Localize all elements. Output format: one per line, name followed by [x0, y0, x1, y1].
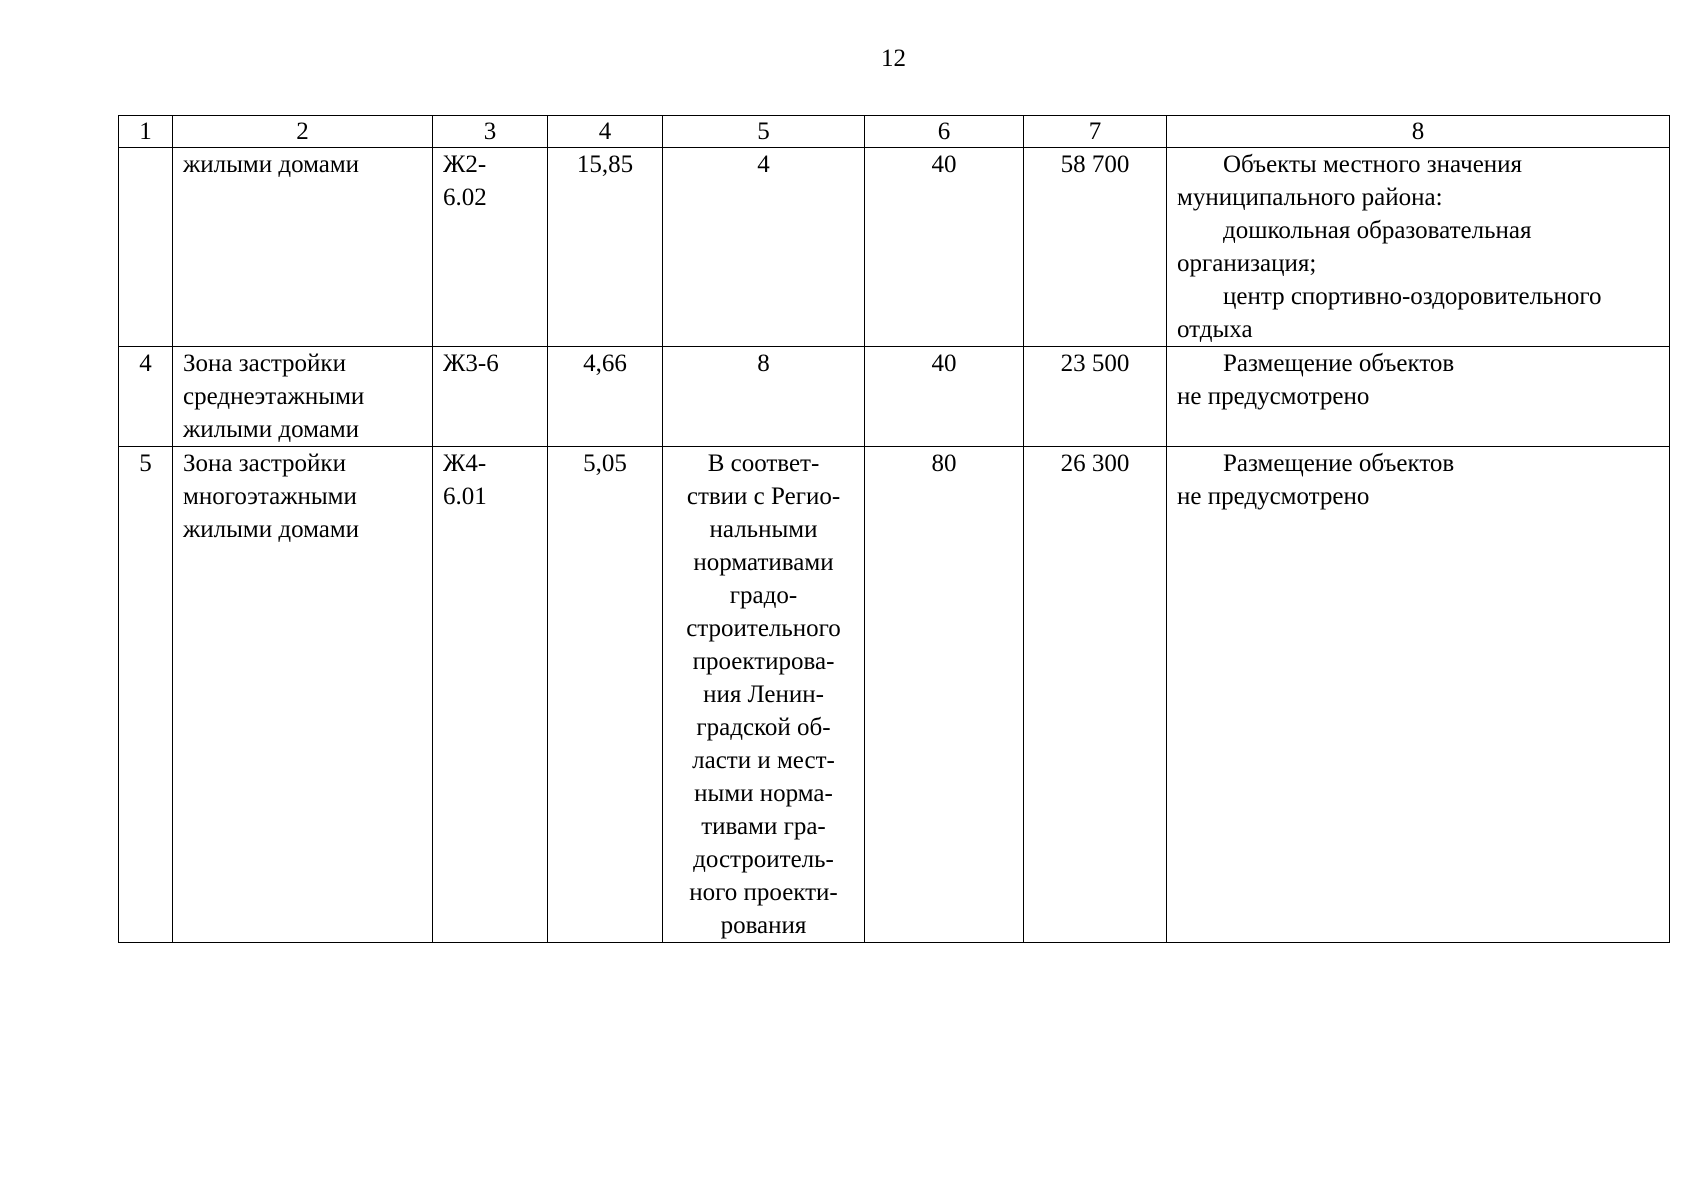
value-cell: 80 — [865, 447, 1024, 943]
value-cell: 15,85 — [548, 148, 663, 347]
column-number-cell: 6 — [865, 116, 1024, 148]
objects-cell — [1167, 347, 1670, 447]
value-cell: 40 — [865, 148, 1024, 347]
objects-paragraph: Объекты местного значения муниципального района: — [1177, 151, 1523, 211]
value-cell: 4,66 — [548, 347, 663, 447]
zone-name-cell: Зона застройки среднеэтажными жилыми домами — [173, 347, 433, 447]
table-row — [119, 347, 1670, 447]
zone-name-cell: Зона застройки многоэтажными жилыми домами — [173, 447, 433, 943]
table-row — [119, 447, 1670, 943]
column-number-cell: 7 — [1024, 116, 1167, 148]
value-cell: 4 — [663, 148, 865, 347]
row-number-cell: 5 — [119, 447, 173, 943]
zone-name-cell: жилыми домами — [173, 148, 433, 347]
page-number: 12 — [881, 45, 906, 72]
row-number-cell — [119, 148, 173, 347]
value-cell: 8 — [663, 347, 865, 447]
objects-paragraph: дошкольная образовательная организация; — [1177, 217, 1532, 277]
zone-code-cell: Ж2- 6.02 — [433, 148, 548, 347]
row-number-cell: 4 — [119, 347, 173, 447]
objects-paragraph: Размещение объектов не предусмотрено — [1177, 450, 1455, 510]
value-cell: 40 — [865, 347, 1024, 447]
table-header-row — [119, 116, 1670, 148]
value-cell: 23 500 — [1024, 347, 1167, 447]
value-cell: В соответ- ствии с Регио- нальными нормативами градо- строительного проектирова- ния Ленин- градской об- ласти и мест- ными норма- тивами гра- достроитель- ного проекти- рования — [663, 447, 865, 943]
value-cell: 26 300 — [1024, 447, 1167, 943]
data-table — [118, 115, 1670, 943]
column-number-cell: 1 — [119, 116, 173, 148]
column-number-cell: 3 — [433, 116, 548, 148]
value-cell: 58 700 — [1024, 148, 1167, 347]
column-number-cell: 2 — [173, 116, 433, 148]
value-cell: 5,05 — [548, 447, 663, 943]
objects-cell — [1167, 447, 1670, 943]
column-number-cell: 8 — [1167, 116, 1670, 148]
column-number-cell: 5 — [663, 116, 865, 148]
objects-cell — [1167, 148, 1670, 347]
objects-paragraph: центр спортивно-оздоровительного отдыха — [1177, 283, 1602, 343]
zone-code-cell: Ж4- 6.01 — [433, 447, 548, 943]
objects-paragraph: Размещение объектов не предусмотрено — [1177, 350, 1455, 410]
zone-code-cell: Ж3-6 — [433, 347, 548, 447]
table-row — [119, 148, 1670, 347]
column-number-cell: 4 — [548, 116, 663, 148]
